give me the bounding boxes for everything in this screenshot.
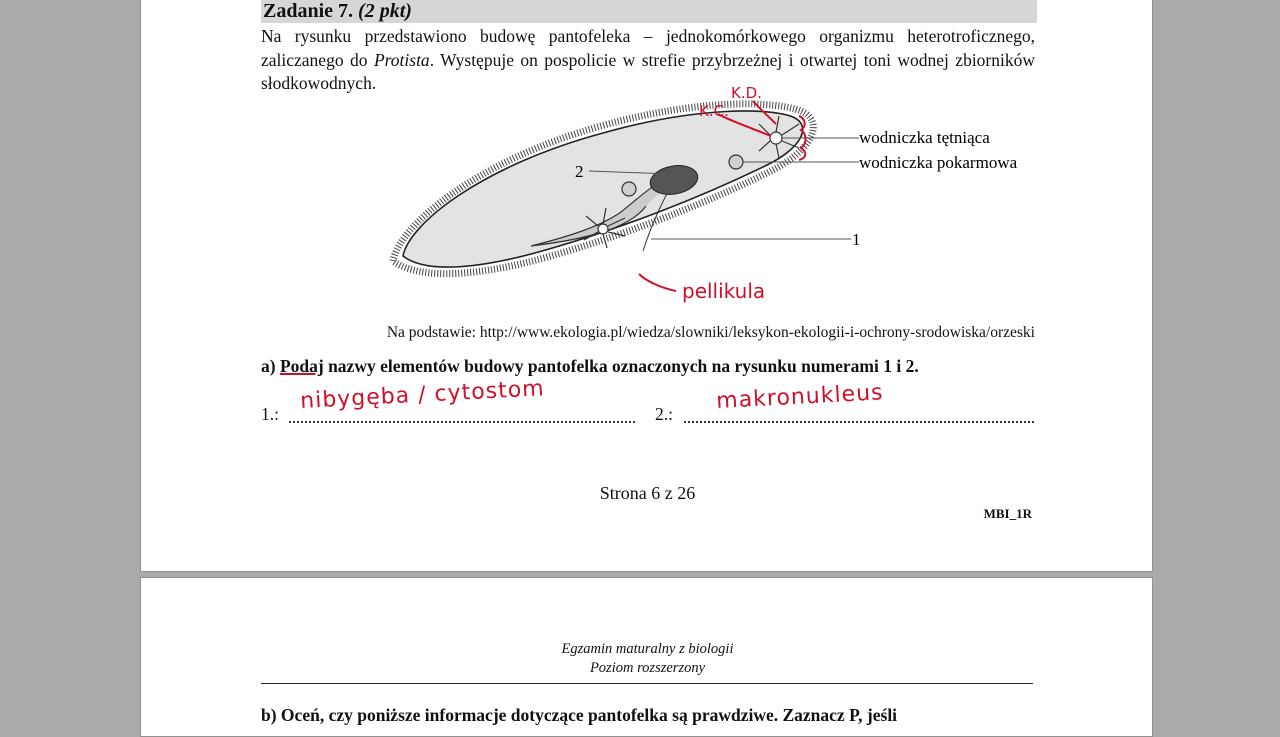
- handwritten-pellikula: pellikula: [682, 279, 766, 303]
- label-number-1: 1: [852, 230, 861, 249]
- running-head-line-2: Poziom rozszerzony: [589, 660, 706, 676]
- answer-2-handwritten: makronukleus: [715, 380, 885, 414]
- intro-text-2: . Występuje on pospolicie w strefie przybrzeżnej i otwartej toni wodnej zbiorników słodkowodnych.: [261, 49, 1036, 93]
- exam-code: MBI_1R: [983, 506, 1032, 521]
- handwritten-kc: K.C.: [699, 102, 729, 120]
- question-a: [261, 356, 1037, 377]
- label-number-2: 2: [575, 162, 584, 181]
- answer-1-line[interactable]: [289, 421, 635, 423]
- answer-2-line[interactable]: [684, 421, 1034, 423]
- answer-1-label: 1.:: [261, 404, 279, 424]
- paramecium-diagram: [381, 84, 1018, 311]
- handwritten-kd: K.D.: [731, 84, 762, 102]
- task-points: (2 pkt): [358, 0, 412, 22]
- label-contractile-vacuole: wodniczka tętniąca: [859, 128, 990, 147]
- intro-italic: Protista: [373, 49, 430, 70]
- task-number: Zadanie 7.: [263, 0, 354, 22]
- task-header: [261, 0, 1037, 23]
- exam-page-7: [140, 577, 1153, 737]
- page-number: Strona 6 z 26: [599, 483, 696, 503]
- header-divider: [261, 683, 1033, 684]
- answer-2-label: 2.:: [655, 404, 673, 424]
- running-head: [141, 640, 1154, 678]
- label-food-vacuole: wodniczka pokarmowa: [859, 153, 1018, 172]
- question-verb: Podaj: [279, 356, 324, 376]
- answer-1-handwritten: nibygęba / cytostom: [299, 376, 546, 414]
- question-text: nazwy elementów budowy pantofelka oznaczonych na rysunku numerami 1 i 2.: [323, 356, 919, 376]
- running-head-line-1: Egzamin maturalny z biologii: [561, 641, 734, 657]
- task-intro: [261, 25, 1035, 96]
- question-b: b) Oceń, czy poniższe informacje dotyczące pantofelka są prawdziwe. Zaznacz P, jeśli: [261, 705, 898, 725]
- exam-page-6: [140, 0, 1153, 572]
- intro-text-1: Na rysunku przedstawiono budowę pantofeleka – jednokomórkowego organizmu heterotroficznego, zaliczanego do: [261, 26, 1035, 70]
- question-label: a): [261, 356, 276, 376]
- source-citation: Na podstawie: http://www.ekologia.pl/wiedza/slowniki/leksykon-ekologii-i-ochrony-srodowiska/orzeski: [386, 324, 1035, 341]
